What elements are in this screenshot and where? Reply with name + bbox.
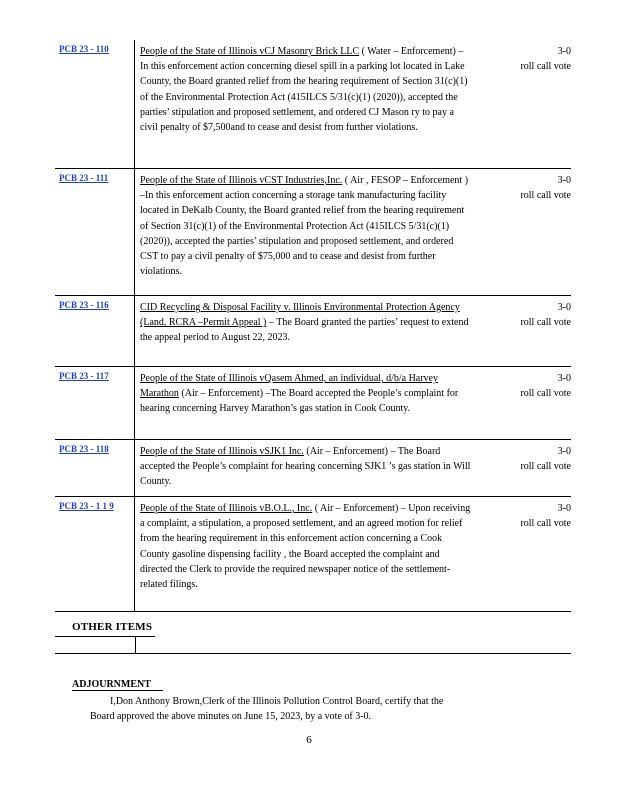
case-caption: People of the State of Illinois vQasem Ahmed, an individual, d/b/a Harvey Marathon [140,373,438,400]
case-vote [475,296,571,366]
other-items-section [55,612,571,654]
section-divider [55,653,571,654]
case-text: ( Air – Enforcement) – Upon receiving a complaint, a stipulation, a proposed settlement, and an agreed motion for relief from the hearing requirement in this enforcement action concerning a Cook County gasoline dispensing facility , the Board accepted the complaint and directed the Clerk to provide the required newspaper notice of the settlement- related filings. [140,503,471,591]
case-description [135,367,475,439]
case-description [135,169,475,295]
case-number-link[interactable]: PCB 23 - 1 1 9 [59,501,114,511]
vote-label: roll call vote [520,388,571,400]
case-caption: People of the State of Illinois vSJK1 Inc. [140,446,304,457]
column-divider [135,636,136,654]
case-caption: People of the State of Illinois vB.O.L., Inc. [140,503,313,514]
vote-count: 3-0 [557,302,571,313]
case-caption: CID Recycling & Disposal Facility v. Illinois Environmental Protection Agency (Land, RCRA –Permit Appeal ) [140,302,460,329]
case-row [55,497,571,612]
case-number-cell [55,296,135,366]
adjournment-section [72,674,532,724]
case-row [55,40,571,169]
vote-label: roll call vote [520,317,571,329]
case-text: ( Water – Enforcement) –In this enforcement action concerning diesel spill in a parking lot located in Lake County, the Board granted relief from the hearing requirement of Section 31(c)(1) of the Environmental Protection Act (415ILCS 5/31(c)(1) (2020)), accepted the parties’ stipulation and proposed settlement, and ordered CJ Mason ry to pay a civil penalty of $7,500and to cease and desist from further violations. [140,46,468,134]
case-number-cell [55,497,135,611]
case-description [135,40,475,168]
case-caption: People of the State of Illinois vCST Industries,Inc. [140,175,343,186]
vote-count: 3-0 [557,46,571,57]
case-vote [475,497,571,611]
page-number: 6 [306,734,312,746]
vote-label: roll call vote [520,61,571,73]
vote-count: 3-0 [557,503,571,514]
heading-rule [55,636,155,637]
case-number-cell [55,367,135,439]
vote-label: roll call vote [520,518,571,530]
case-number-link[interactable]: PCB 23 - 117 [59,371,109,381]
case-description [135,440,475,496]
case-caption: People of the State of Illinois vCJ Masonry Brick LLC [140,46,360,57]
case-vote [475,40,571,168]
adjournment-heading: ADJOURNMENT [72,679,163,691]
case-number-cell [55,169,135,295]
vote-count: 3-0 [557,446,571,457]
case-number-link[interactable]: PCB 23 - 111 [59,173,109,183]
case-vote [475,169,571,295]
case-row [55,296,571,367]
case-text: – The Board granted the parties’ request to extend the appeal period to August 22, 2023. [140,317,469,344]
case-description [135,296,475,366]
case-number-link[interactable]: PCB 23 - 118 [59,444,109,454]
case-number-link[interactable]: PCB 23 - 110 [59,44,109,54]
case-text: (Air – Enforcement) – The Board accepted the People’s complaint for hearing concerning SJK1 ’s gas station in Will County. [140,446,471,488]
case-row [55,367,571,440]
case-row [55,440,571,497]
case-number-link[interactable]: PCB 23 - 116 [59,300,109,310]
case-row [55,169,571,296]
case-description [135,497,475,611]
vote-label: roll call vote [520,190,571,202]
certification-line-2: Board approved the above minutes on June 15, 2023, by a vote of 3-0. [90,711,372,722]
case-number-cell [55,440,135,496]
case-text: ( Air , FESOP – Enforcement ) –In this enforcement action concerning a storage tank manufacturing facility located in DeKalb County, the Board granted relief from the hearing requirement of Section 31(c)(1) of the Environmental Protection Act (415ILCS 5/31(c)(1) (2020)), accepted the parties’ stipulation and proposed settlement, and ordered CST to pay a civil penalty of $75,000 and to cease and desist from further violations. [140,175,469,278]
vote-count: 3-0 [557,175,571,186]
case-vote [475,440,571,496]
case-text: (Air – Enforcement) –The Board accepted the People’s complaint for hearing concerning Harvey Marathon’s gas station in Cook County. [140,388,459,415]
other-items-heading: OTHER ITEMS [72,621,153,633]
case-vote [475,367,571,439]
case-number-cell [55,40,135,168]
certification-line-1: I,Don Anthony Brown,Clerk of the Illinois Pollution Control Board, certify that the [110,696,444,707]
vote-count: 3-0 [557,373,571,384]
vote-label: roll call vote [520,461,571,473]
case-table [55,40,571,612]
